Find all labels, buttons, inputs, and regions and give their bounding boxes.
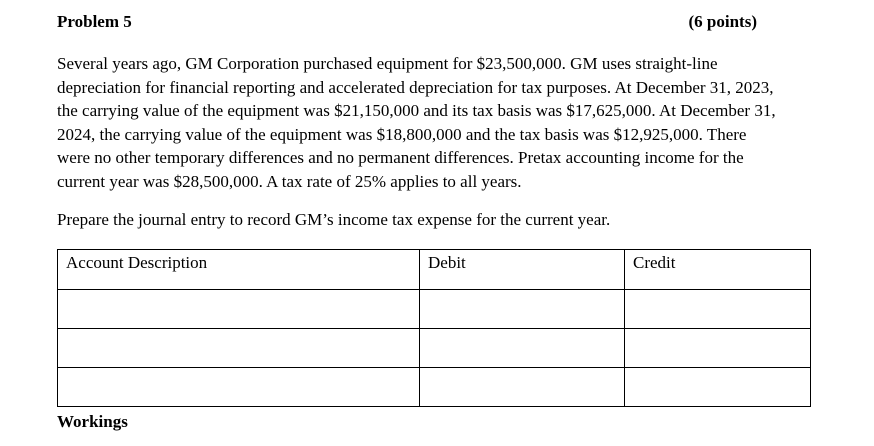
problem-header	[57, 12, 757, 36]
table-row	[58, 290, 811, 329]
problem-points: (6 points)	[688, 12, 757, 31]
credit-cell[interactable]	[625, 329, 811, 368]
problem-statement	[57, 52, 822, 194]
credit-cell[interactable]	[625, 368, 811, 407]
header-account-description: Account Description	[58, 250, 420, 290]
statement-line: depreciation for financial reporting and accelerated depreciation for tax purposes. At December 31, 2023,	[57, 77, 774, 97]
debit-cell[interactable]	[420, 329, 625, 368]
header-debit: Debit	[420, 250, 625, 290]
debit-cell[interactable]	[420, 368, 625, 407]
table-row	[58, 329, 811, 368]
workings-label: Workings	[57, 412, 128, 431]
table-header-row	[58, 250, 811, 290]
table-row	[58, 368, 811, 407]
credit-cell[interactable]	[625, 290, 811, 329]
account-description-cell[interactable]	[58, 368, 420, 407]
account-description-cell[interactable]	[58, 290, 420, 329]
statement-line: current year was $28,500,000. A tax rate of 25% applies to all years.	[57, 171, 522, 191]
problem-title: Problem 5	[57, 12, 132, 31]
statement-line: Several years ago, GM Corporation purchased equipment for $23,500,000. GM uses straight-line	[57, 54, 718, 73]
statement-line: were no other temporary differences and no permanent differences. Pretax accounting income for the	[57, 148, 744, 168]
header-credit: Credit	[625, 250, 811, 290]
instruction-text: Prepare the journal entry to record GM’s income tax expense for the current year.	[57, 210, 611, 229]
debit-cell[interactable]	[420, 290, 625, 329]
account-description-cell[interactable]	[58, 329, 420, 368]
journal-entry-table	[57, 249, 811, 407]
statement-line: 2024, the carrying value of the equipment was $18,800,000 and the tax basis was $12,925,000. There	[57, 124, 747, 144]
statement-line: the carrying value of the equipment was $21,150,000 and its tax basis was $17,625,000. At December 31,	[57, 101, 776, 121]
